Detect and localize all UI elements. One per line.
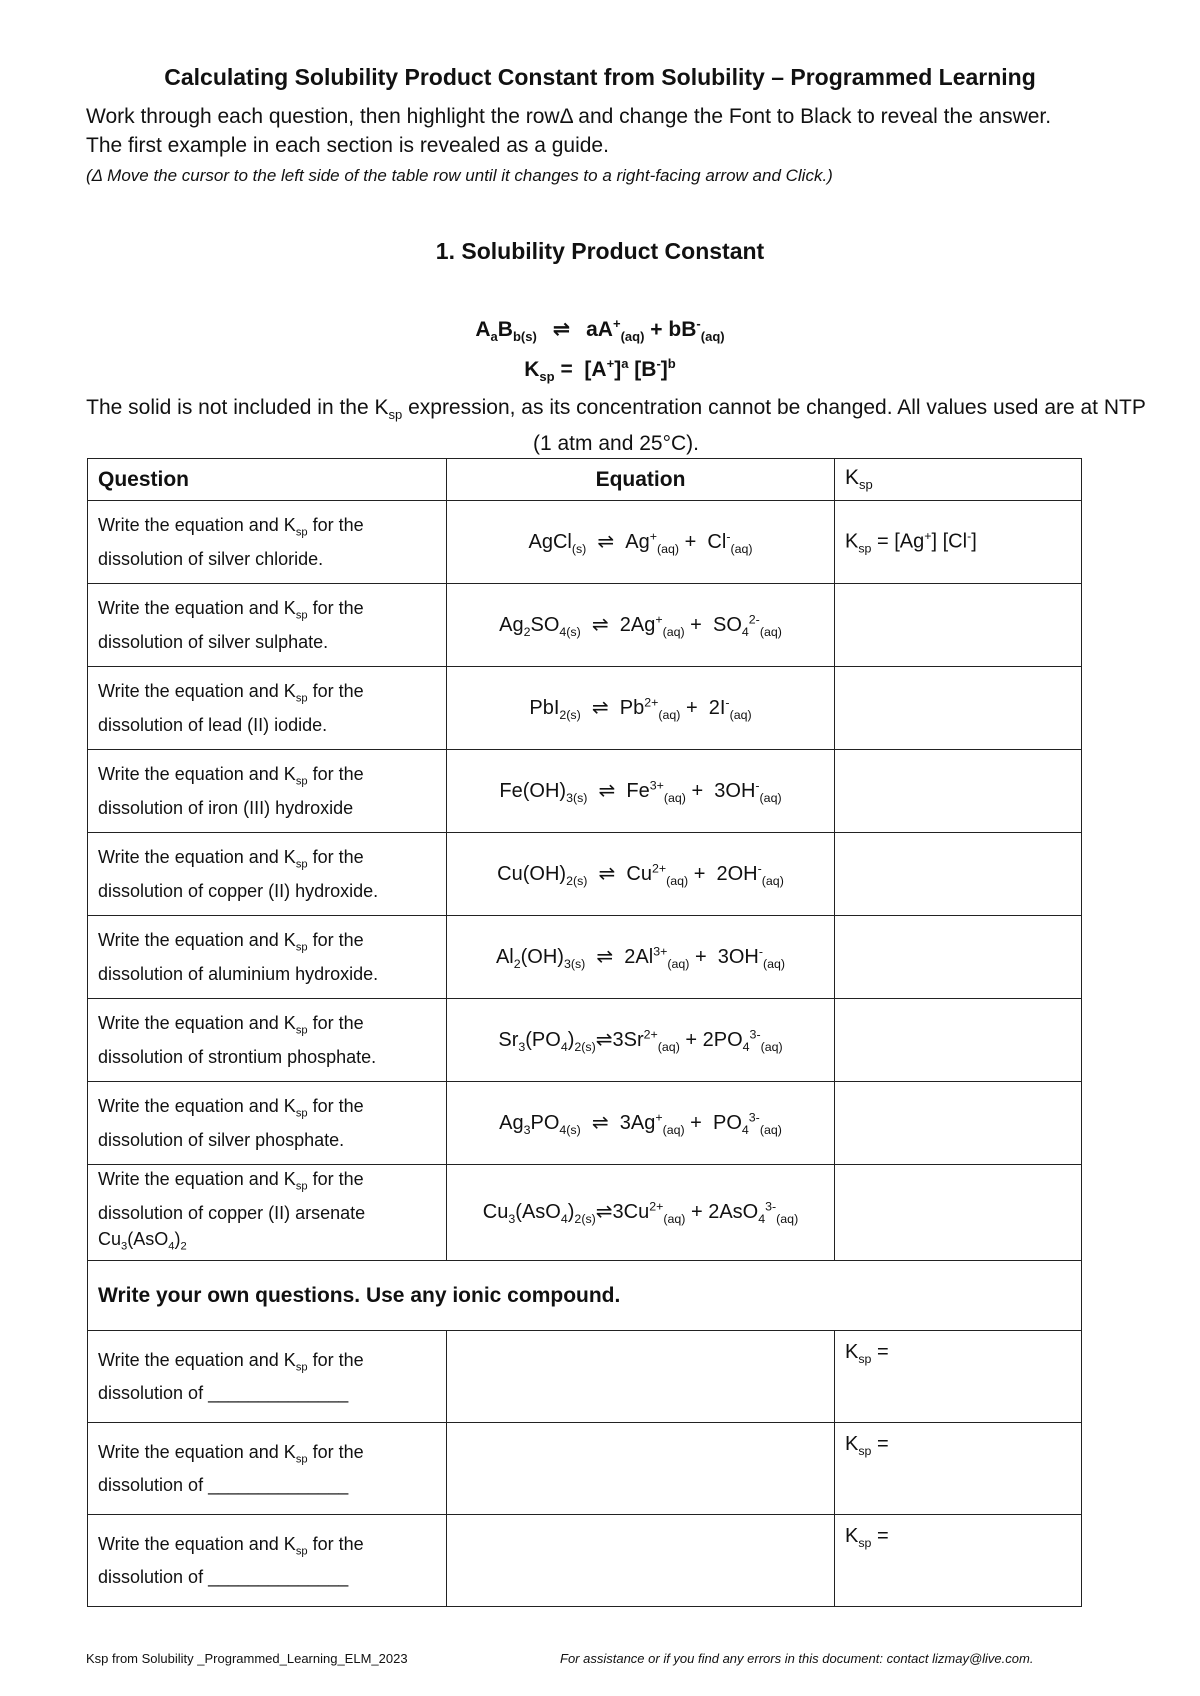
header-question: Question xyxy=(88,459,447,501)
equation-cell: $Ag_2SO_{4(s)}$ ⇌ $2Ag^+_{(aq)} + SO_4^{2-}_{(aq)}$ xyxy=(447,584,835,667)
own-questions-heading: Write your own questions. Use any ionic compound. xyxy=(88,1261,1082,1331)
question-cell: Write the equation and $K_{sp}$ for the dissolution of silver chloride. xyxy=(88,501,447,584)
ksp-cell xyxy=(835,999,1082,1082)
ksp-cell: $K_{sp} = [Ag^+]$ [Cl-] xyxy=(835,501,1082,584)
question-table xyxy=(87,458,1082,1607)
page-title: Calculating Solubility Product Constant from Solubility – Programmed Learning xyxy=(164,64,1036,90)
general-equation: $A_aB_{b(s)}$ ⇌ $aA^+_{(aq)} + bB^-_{(aq)}$ xyxy=(475,316,725,345)
question-cell: Write the equation and $K_{sp}$ for the dissolution of iron (III) hydroxide xyxy=(88,750,447,833)
table-row[interactable] xyxy=(88,1082,1082,1165)
ksp-cell[interactable]: $K_{sp}$ = xyxy=(835,1515,1082,1607)
ksp-cell[interactable]: $K_{sp}$ = xyxy=(835,1423,1082,1515)
equation-cell[interactable] xyxy=(447,1515,835,1607)
equation-cell[interactable] xyxy=(447,1423,835,1515)
equation-cell: $Cu_3(AsO_4)_{2(s)}\rightleftharpoons 3Cu^{2+}_{(aq)} + 2AsO_4^{3-}_{(aq)}$ xyxy=(447,1165,835,1261)
header-ksp: $K_{sp}$ xyxy=(835,459,1082,501)
footer-contact: For assistance or if you find any errors in this document: contact lizmay@live.com. xyxy=(560,1651,1034,1666)
equation-cell: $Sr_3(PO_4)_{2(s)}\rightleftharpoons 3Sr^{2+}_{(aq)} + 2PO_4^{3-}_{(aq)}$ xyxy=(447,999,835,1082)
ksp-cell xyxy=(835,750,1082,833)
ksp-expression: $K_{sp} = [A^+]^a$ $[B^-]^b$ xyxy=(524,356,676,385)
question-cell: Write the equation and $K_{sp}$ for the dissolution of ______________ xyxy=(88,1331,447,1423)
header-equation: Equation xyxy=(447,459,835,501)
instructions-line-1: Work through each question, then highlight the rowΔ and change the Font to Black to reveal the answer. xyxy=(86,105,1052,128)
ksp-cell xyxy=(835,1082,1082,1165)
own-questions-row xyxy=(88,1261,1082,1331)
question-cell: Write the equation and $K_{sp}$ for the dissolution of copper (II) hydroxide. xyxy=(88,833,447,916)
equation-cell: PbI$_{2(s)}$ ⇌ $Pb^{2+}_{(aq)} + 2I^-_{(aq)}$ xyxy=(447,667,835,750)
question-cell: Write the equation and $K_{sp}$ for the dissolution of aluminium hydroxide. xyxy=(88,916,447,999)
question-cell: Write the equation and $K_{sp}$ for the dissolution of ______________ xyxy=(88,1423,447,1515)
question-cell: Write the equation and $K_{sp}$ for the dissolution of copper (II) arsenate $Cu_3(AsO_4)_2$ xyxy=(88,1165,447,1261)
question-cell: Write the equation and $K_{sp}$ for the dissolution of strontium phosphate. xyxy=(88,999,447,1082)
ksp-cell[interactable]: $K_{sp}$ = xyxy=(835,1331,1082,1423)
table-row[interactable] xyxy=(88,916,1082,999)
explanation-text: The solid is not included in the $K_{sp}$ expression, as its concentration cannot be changed. All values used are at NTP (1 atm and 25°C). xyxy=(86,396,1146,456)
question-cell: Write the equation and $K_{sp}$ for the dissolution of lead (II) iodide. xyxy=(88,667,447,750)
question-cell: Write the equation and $K_{sp}$ for the dissolution of silver phosphate. xyxy=(88,1082,447,1165)
formula-line: $Cu_3(AsO_4)_2$ xyxy=(98,1228,187,1253)
footer-filename: Ksp from Solubility _Programmed_Learning_ELM_2023 xyxy=(86,1651,408,1666)
ksp-cell xyxy=(835,1165,1082,1261)
ksp-cell xyxy=(835,584,1082,667)
section-title: 1. Solubility Product Constant xyxy=(435,238,765,264)
equilibrium-arrow-icon: ⇌ xyxy=(552,318,571,341)
table-row[interactable] xyxy=(88,833,1082,916)
table-header-row xyxy=(88,459,1082,501)
cursor-note: (Δ Move the cursor to the left side of the table row until it changes to a right-facing arrow and Click.) xyxy=(86,166,833,185)
table-row[interactable] xyxy=(88,584,1082,667)
table-row[interactable] xyxy=(88,1515,1082,1607)
equation-cell: $Cu(OH)_{2(s)}$ ⇌ $Cu^{2+}_{(aq)} + 2OH^-_{(aq)}$ xyxy=(447,833,835,916)
ksp-cell xyxy=(835,667,1082,750)
ksp-cell xyxy=(835,833,1082,916)
table-row[interactable] xyxy=(88,999,1082,1082)
equation-cell: $Fe(OH)_{3(s)}$ ⇌ $Fe^{3+}_{(aq)} + 3OH^-_{(aq)}$ xyxy=(447,750,835,833)
table-row[interactable] xyxy=(88,1165,1082,1261)
instructions xyxy=(86,102,1146,160)
table-row[interactable] xyxy=(88,750,1082,833)
equation-cell: $Ag_3PO_{4(s)}$ ⇌ $3Ag^+_{(aq)} + PO_4^{3-}_{(aq)}$ xyxy=(447,1082,835,1165)
equation-cell: AgCl$_{(s)}$ ⇌ $Ag^+_{(aq)} + Cl^-_{(aq)}$ xyxy=(447,501,835,584)
table-row[interactable] xyxy=(88,1423,1082,1515)
table-row[interactable] xyxy=(88,667,1082,750)
question-cell: Write the equation and $K_{sp}$ for the dissolution of ______________ xyxy=(88,1515,447,1607)
ksp-cell xyxy=(835,916,1082,999)
equation-cell: $Al_2(OH)_{3(s)}$ ⇌ $2Al^{3+}_{(aq)} + 3OH^-_{(aq)}$ xyxy=(447,916,835,999)
table-row[interactable] xyxy=(88,1331,1082,1423)
table-row[interactable] xyxy=(88,501,1082,584)
instructions-line-2: The first example in each section is revealed as a guide. xyxy=(86,134,609,157)
equation-cell[interactable] xyxy=(447,1331,835,1423)
question-cell: Write the equation and $K_{sp}$ for the dissolution of silver sulphate. xyxy=(88,584,447,667)
